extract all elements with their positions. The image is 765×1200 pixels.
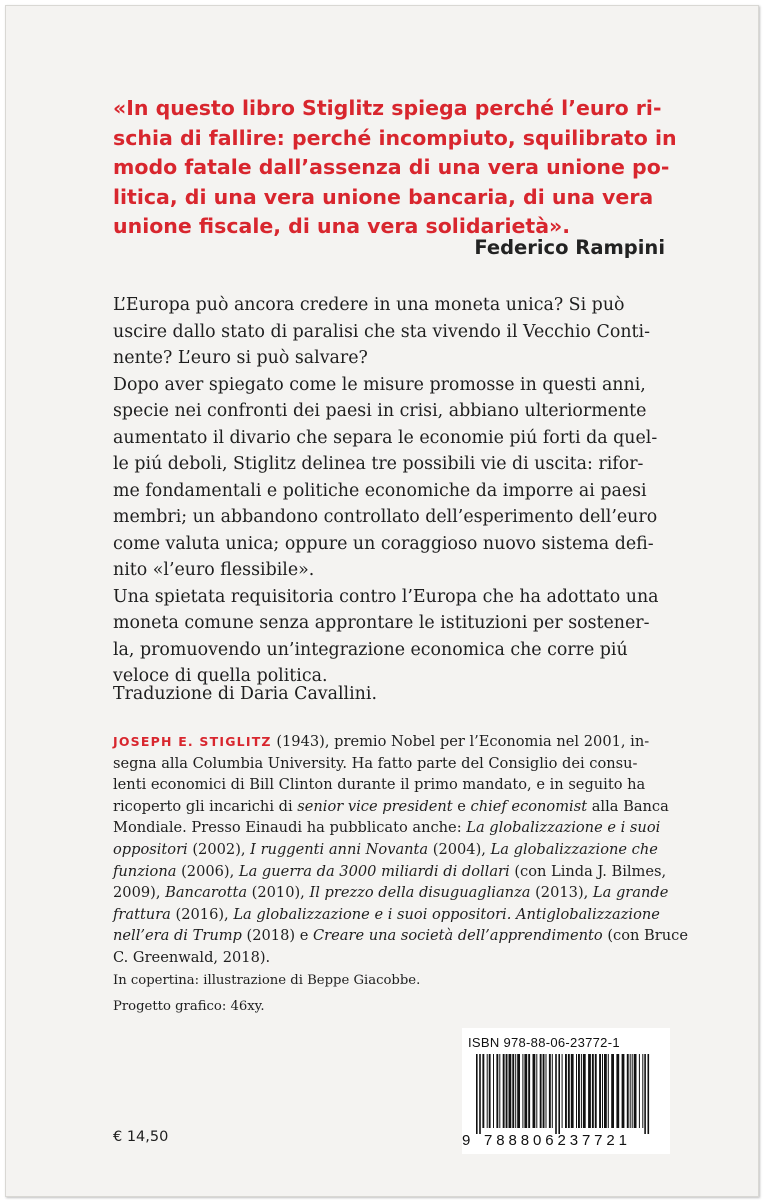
barcode-bar xyxy=(489,1054,491,1128)
bio-title: I ruggenti anni Novanta xyxy=(250,840,429,858)
synopsis-line: le piú deboli, Stiglitz delinea tre possibili vie di uscita: rifor- xyxy=(113,454,644,474)
bio-title: La grande xyxy=(592,884,669,902)
bio-title: La guerra da 3000 miliardi di dollari xyxy=(238,862,510,880)
barcode-bar xyxy=(576,1054,577,1128)
bio-line: C. Greenwald, 2018). xyxy=(113,948,271,966)
synopsis-line: moneta comune senza approntare le istituzioni per sostener- xyxy=(113,613,650,633)
bio-line xyxy=(113,925,688,947)
bio-title: funziona xyxy=(113,862,177,880)
bio-title: Il prezzo della disuguaglianza xyxy=(309,884,531,902)
bio-text: e xyxy=(452,797,471,815)
bio-text: (2002), xyxy=(187,840,251,858)
barcode-bar xyxy=(592,1054,594,1128)
back-cover xyxy=(5,5,759,1197)
bio-line xyxy=(113,904,669,926)
bio-title: La globalizzazione che xyxy=(490,840,658,858)
bio-text: (1943), premio Nobel per l’Economia nel 2001, in- xyxy=(271,733,650,750)
synopsis-line: L’Europa può ancora credere in una moneta unica? Si può xyxy=(113,295,625,315)
bio-text: (2013), xyxy=(530,884,593,902)
bio-title: senior vice president xyxy=(297,797,453,815)
barcode-bar xyxy=(599,1054,601,1128)
synopsis-line: membri; un abbandono controllato dell’esperimento dell’euro xyxy=(113,507,658,527)
barcode-bar xyxy=(648,1054,650,1134)
synopsis-line: nente? L’euro si può salvare? xyxy=(113,348,368,368)
barcode-bar xyxy=(536,1054,537,1128)
barcode-bar xyxy=(578,1054,580,1128)
barcode-bar xyxy=(583,1054,586,1128)
bio-title: oppositori xyxy=(113,840,188,858)
bio-text: (2004), xyxy=(428,840,491,858)
barcode-bar xyxy=(476,1054,478,1134)
bio-text: Mondiale. Presso Einaudi ha pubblicato anche: xyxy=(113,819,467,837)
production-credits xyxy=(113,968,420,1020)
synopsis-line: uscire dallo stato di paralisi che sta vivendo il Vecchio Conti- xyxy=(113,321,650,342)
bio-line xyxy=(113,882,669,904)
barcode-bar xyxy=(644,1054,646,1134)
barcode-bar xyxy=(528,1054,530,1128)
bio-title: Bancarotta xyxy=(165,884,248,902)
barcode-bar xyxy=(604,1054,607,1128)
barcode-bar xyxy=(493,1054,494,1128)
barcode-bar xyxy=(487,1054,488,1128)
quote-line: litica, di una vera unione bancaria, di una vera xyxy=(113,184,654,209)
barcode-first-digit: 9 xyxy=(462,1132,471,1149)
barcode-bar xyxy=(552,1054,553,1128)
barcode-bar xyxy=(639,1054,640,1128)
price-label: € 14,50 xyxy=(113,1129,169,1145)
barcode-bar xyxy=(555,1054,557,1134)
bio-text: (2016), xyxy=(170,905,234,923)
cover-credit: In copertina: illustrazione di Beppe Giacobbe. xyxy=(113,973,421,988)
barcode-digits: 788806237721 xyxy=(484,1132,631,1149)
bio-text: ricoperto gli incarichi di xyxy=(113,797,298,815)
barcode-bar xyxy=(517,1054,520,1128)
quote-line: schia di fallire: perché incompiuto, squilibrato in xyxy=(113,125,677,150)
bio-title: La globalizzazione e i suoi xyxy=(466,819,661,837)
barcode-bar xyxy=(522,1054,523,1128)
barcode-bar xyxy=(632,1054,633,1128)
barcode-bar xyxy=(540,1054,542,1128)
barcode-bar xyxy=(622,1054,625,1128)
barcode-bar xyxy=(533,1054,536,1128)
barcode-bar xyxy=(496,1054,498,1128)
bio-text: (con Linda J. Bilmes, xyxy=(509,862,667,880)
blurb-quote xyxy=(113,94,677,242)
barcode-icon xyxy=(462,1054,670,1134)
design-credit: Progetto grafico: 46xy. xyxy=(113,999,265,1014)
barcode-bar xyxy=(588,1054,591,1128)
bio-title: chief economist xyxy=(470,797,588,815)
quote-line: modo fatale dall’assenza di una vera unione po- xyxy=(113,155,670,180)
barcode-bar xyxy=(611,1054,614,1128)
barcode-bar xyxy=(562,1054,563,1128)
barcode-bar xyxy=(571,1054,574,1128)
translator-credit: Traduzione di Daria Cavallini. xyxy=(113,684,377,704)
bio-line xyxy=(113,796,669,818)
bio-line xyxy=(113,731,669,753)
barcode-bar xyxy=(482,1054,484,1128)
synopsis-line: veloce di quella politica. xyxy=(113,666,328,686)
author-bio xyxy=(113,731,688,969)
barcode-bar xyxy=(565,1054,567,1128)
synopsis-line: la, promuovendo un’integrazione economica che corre piú xyxy=(113,639,628,660)
bio-text: (con Bruce xyxy=(602,927,688,945)
bio-line xyxy=(113,817,669,839)
barcode-bar xyxy=(515,1054,516,1128)
barcode-bar xyxy=(634,1054,637,1128)
barcode-bar xyxy=(581,1054,582,1128)
barcode-panel xyxy=(462,1028,670,1154)
bio-text: alla Banca xyxy=(587,797,669,815)
synopsis xyxy=(113,292,669,690)
bio-line: segna alla Columbia University. Ha fatto parte del Consiglio dei consu- xyxy=(113,754,638,772)
barcode-bar xyxy=(512,1054,514,1128)
synopsis-line: Dopo aver spiegato come le misure promosse in questi anni, xyxy=(113,374,646,395)
bio-text: (2010), xyxy=(247,884,310,902)
synopsis-line: specie nei confronti dei paesi in crisi, abbiano ulteriormente xyxy=(113,401,647,421)
barcode-bar xyxy=(568,1054,570,1128)
bio-title: La globalizzazione e i suoi oppositori. Antiglobalizzazione xyxy=(233,905,660,923)
barcode-bar xyxy=(479,1054,481,1134)
synopsis-line: nito «l’euro flessibile». xyxy=(113,560,315,580)
barcode-bar xyxy=(549,1054,551,1128)
quote-line: «In questo libro Stiglitz spiega perché l’euro ri- xyxy=(113,96,662,120)
bio-text: (2006), xyxy=(176,862,239,880)
barcode-bar xyxy=(558,1054,560,1134)
quote-author: Federico Rampini xyxy=(474,236,665,259)
barcode-bar xyxy=(630,1054,631,1128)
bio-text: (2018) e xyxy=(241,927,313,945)
barcode-bar xyxy=(524,1054,527,1128)
barcode-bar xyxy=(499,1054,500,1128)
barcode-bar xyxy=(546,1054,547,1128)
barcode-bar xyxy=(616,1054,619,1128)
barcode-bar xyxy=(602,1054,603,1128)
author-name: JOSEPH E. STIGLITZ xyxy=(113,734,272,749)
synopsis-line: aumentato il divario che separa le economie piú forti da quel- xyxy=(113,427,658,448)
barcode-bar xyxy=(509,1054,512,1128)
barcode-bar xyxy=(627,1054,629,1128)
barcode-bar xyxy=(543,1054,545,1128)
barcode-bar xyxy=(506,1054,508,1128)
bio-text: 2009), xyxy=(113,884,166,902)
barcode-bar xyxy=(608,1054,609,1128)
isbn-label: ISBN 978-88-06-23772-1 xyxy=(468,1035,620,1050)
bio-line xyxy=(113,839,669,861)
bio-line xyxy=(113,861,669,883)
bio-title: frattura xyxy=(113,905,171,923)
bio-line: lenti economici di Bill Clinton durante il primo mandato, e in seguito ha xyxy=(113,776,646,794)
quote-line: unione fiscale, di una vera solidarietà». xyxy=(113,214,571,239)
synopsis-line: Una spietata requisitoria contro l’Europa che ha adottato una xyxy=(113,586,659,607)
barcode-bar xyxy=(642,1054,643,1128)
barcode-bar xyxy=(503,1054,505,1128)
bio-title: nell’era di Trump xyxy=(113,927,242,945)
synopsis-line: me fondamentali e politiche economiche da imporre ai paesi xyxy=(113,480,647,501)
synopsis-line: come valuta unica; oppure un coraggioso nuovo sistema defi- xyxy=(113,533,654,554)
barcode-bar xyxy=(595,1054,597,1128)
bio-title: Creare una società dell’apprendimento xyxy=(313,927,603,945)
